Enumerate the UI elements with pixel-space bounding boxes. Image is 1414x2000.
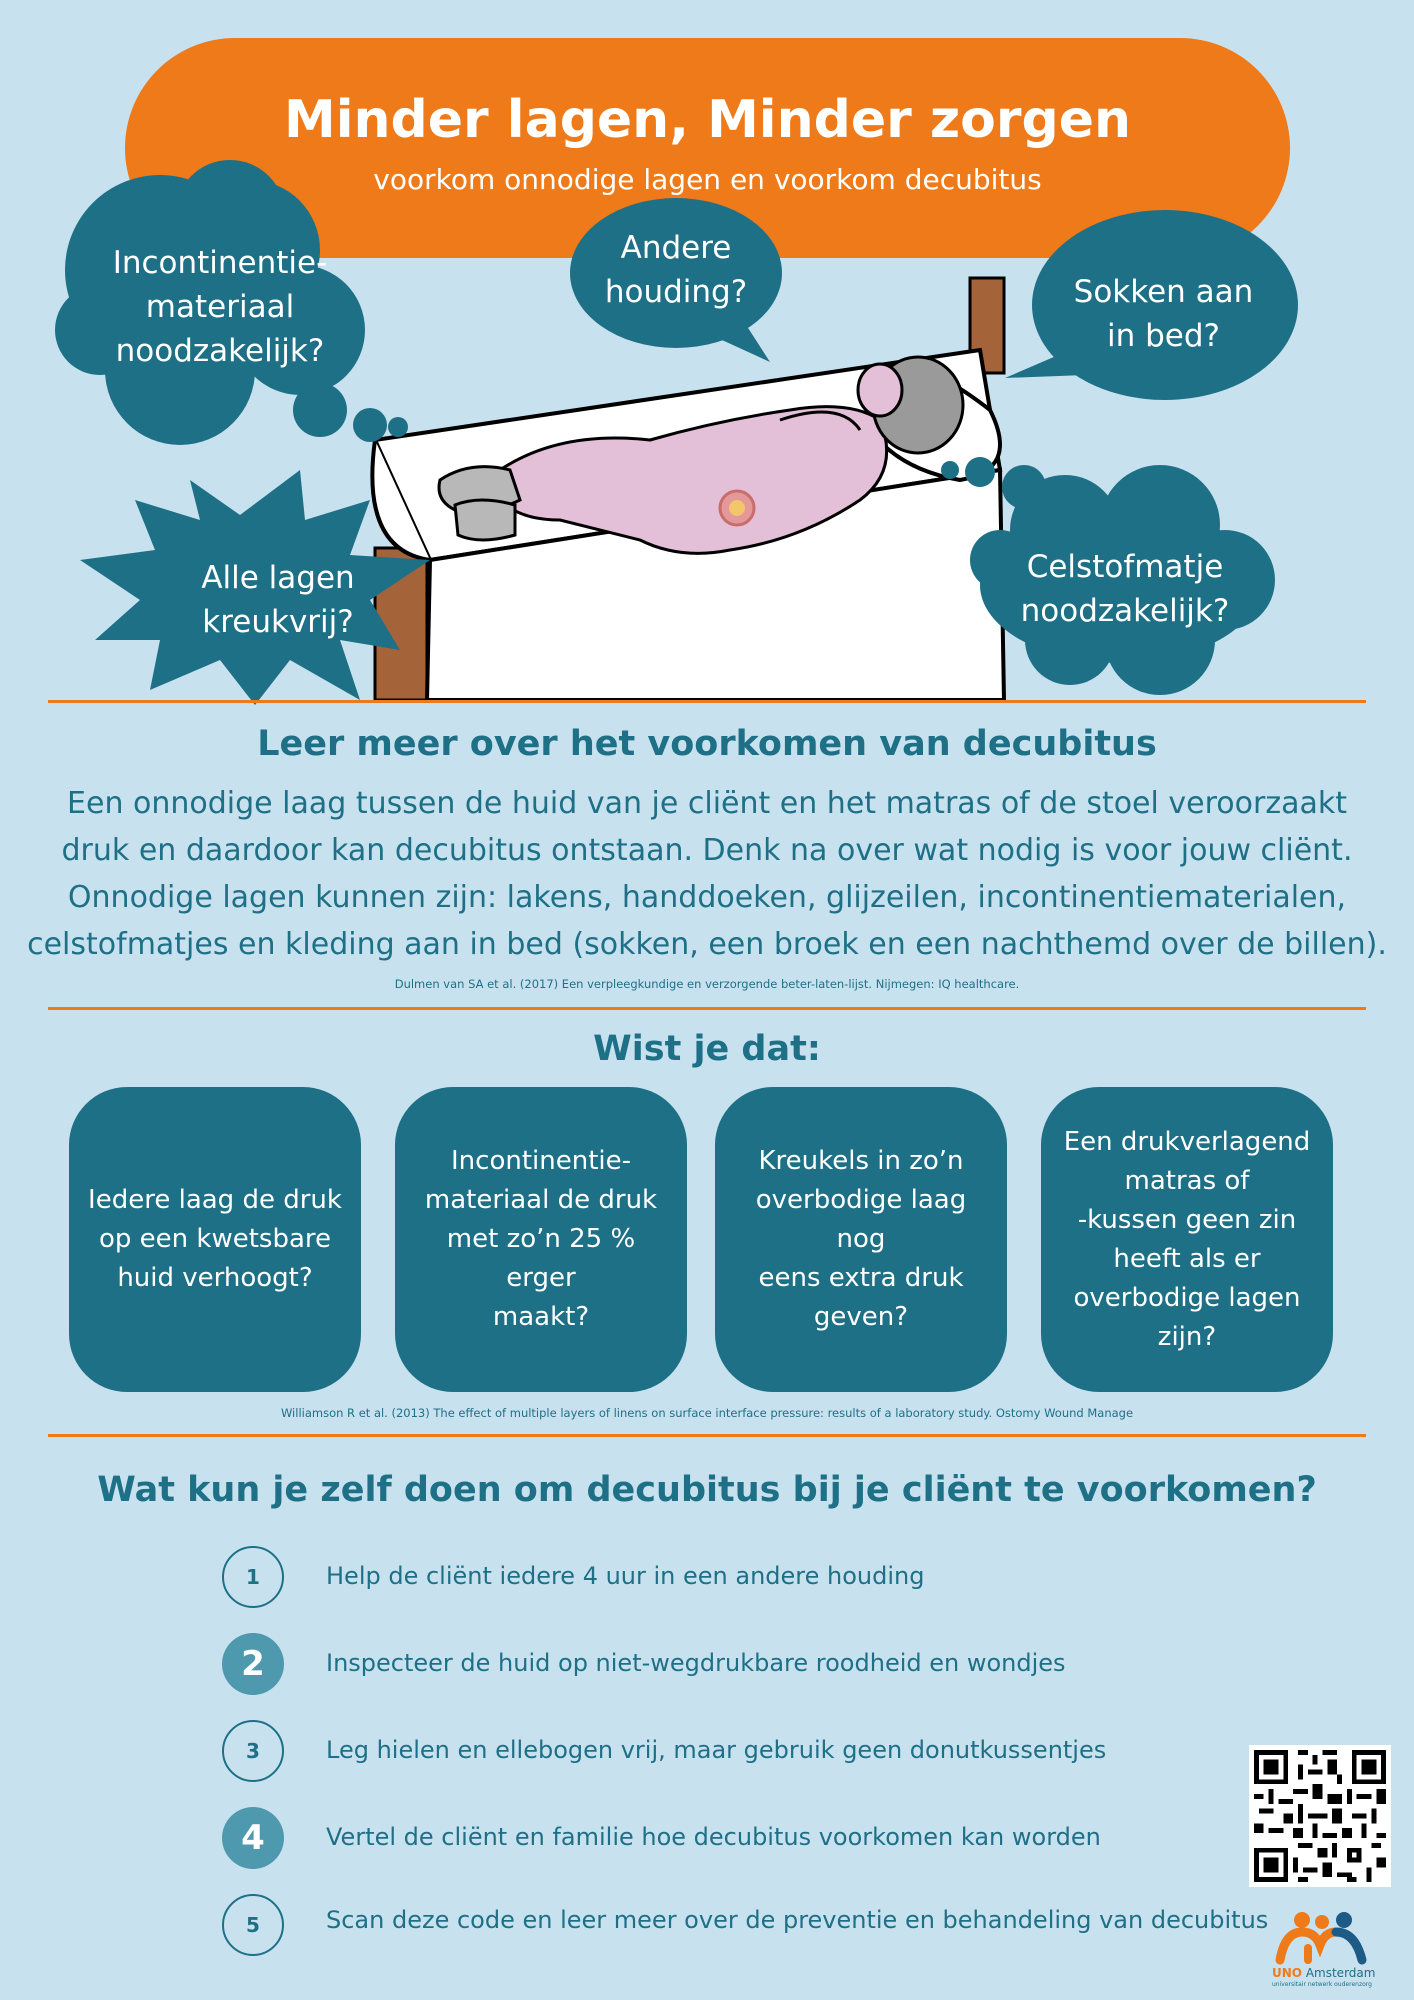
step-text: Help de cliënt iedere 4 uur in een andere houding [326, 1562, 925, 1590]
fact-card: Incontinentie- materiaal de druk met zo’n 25 % erger maakt? [395, 1087, 687, 1392]
bubble-text-position: Andere houding? [604, 230, 748, 310]
page-title: Minder lagen, Minder zorgen [283, 90, 1132, 150]
bubble-text-pad: Celstofmatje noodzakelijk? [1020, 549, 1230, 629]
bubble-text-wrinkles: Alle lagen kreukvrij? [201, 560, 355, 640]
intro-reference: Dulmen van SA et al. (2017) Een verpleegkundige en verzorgende beter-laten-lijst. Nijmegen: IQ healthcare. [394, 977, 1020, 991]
intro-heading: Leer meer over het voorkomen van decubitus [257, 724, 1157, 764]
section-divider [48, 1434, 1366, 1437]
step-text: Vertel de cliënt en familie hoe decubitus voorkomen kan worden [326, 1823, 1101, 1851]
logo-tagline: universitair netwerk ouderenzorg [1272, 1981, 1372, 1988]
fact-card: Een drukverlagend matras of -kussen geen zin heeft als er overbodige lagen zijn? [1041, 1087, 1333, 1392]
step-number: 3 [222, 1720, 284, 1782]
intro-paragraph: Een onnodige laag tussen de huid van je cliënt en het matras of de stoel veroorzaakt druk en daardoor kan decubitus ontstaan. Denk na over wat nodig is voor jouw cliënt. Onnodige lagen kunnen zijn: lakens, handdoeken, glijzeilen, incontinentiematerialen, celstofmatjes en kleding aan in bed (sokken, een broek en een nachthemd over de billen). [27, 786, 1387, 962]
page-subtitle: voorkom onnodige lagen en voorkom decubitus [373, 163, 1042, 196]
actions-heading: Wat kun je zelf doen om decubitus bij je cliënt te voorkomen? [97, 1470, 1317, 1510]
facts-heading: Wist je dat: [593, 1029, 821, 1069]
step-text: Leg hielen en ellebogen vrij, maar gebruik geen donutkussentjes [326, 1736, 1107, 1764]
logo-wordmark: UNO Amsterdam [1272, 1966, 1376, 1980]
bubble-text-socks: Sokken aan in bed? [1073, 274, 1254, 354]
step-number: 2 [222, 1633, 284, 1695]
section-divider [48, 700, 1366, 703]
step-number: 4 [222, 1807, 284, 1869]
fact-card: Iedere laag de druk op een kwetsbare huid verhoogt? [69, 1087, 361, 1392]
step-number: 1 [222, 1546, 284, 1608]
qr-code[interactable] [1249, 1745, 1391, 1887]
bubble-text-incontinence: Incontinentie- materiaal noodzakelijk? [112, 245, 328, 369]
fact-card: Kreukels in zo’n overbodige laag nog eens extra druk geven? [715, 1087, 1007, 1392]
step-number: 5 [222, 1894, 284, 1956]
facts-reference: Williamson R et al. (2013) The effect of multiple layers of linens on surface interface pressure: results of a laboratory study. Ostomy Wound Manage [280, 1406, 1134, 1420]
step-text: Scan deze code en leer meer over de preventie en behandeling van decubitus [326, 1906, 1269, 1934]
step-text: Inspecteer de huid op niet-wegdrukbare roodheid en wondjes [326, 1649, 1066, 1677]
section-divider [48, 1007, 1366, 1010]
